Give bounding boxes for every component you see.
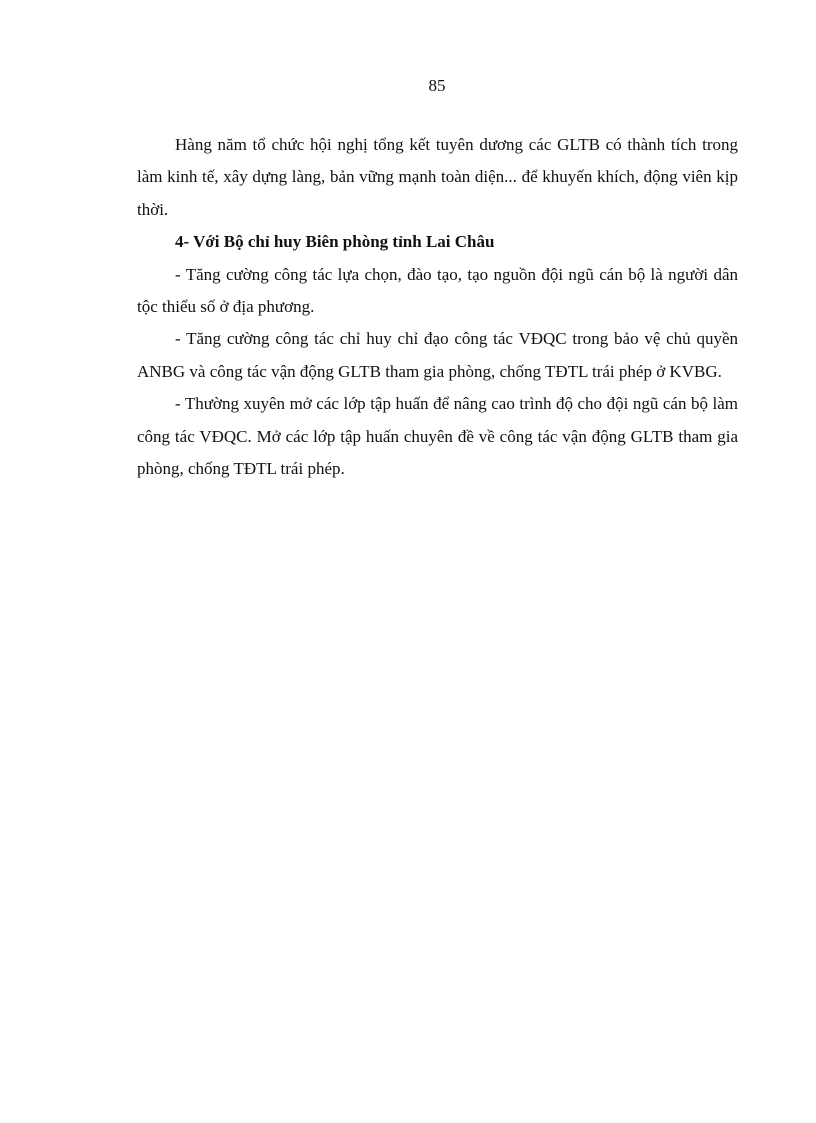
page-number: 85 [428, 76, 446, 95]
paragraph-intro: Hàng năm tổ chức hội nghị tổng kết tuyên dương các GLTB có thành tích trong làm kinh tế, xây dựng làng, bản vững mạnh toàn diện... để khuyến khích, động viên kịp thời. [137, 135, 738, 219]
bullet-paragraph-3: - Thường xuyên mở các lớp tập huấn để nâng cao trình độ cho đội ngũ cán bộ làm công tác VĐQC. Mở các lớp tập huấn chuyên đề về công tác vận động GLTB tham gia phòng, chống TĐTL trái phép. [137, 394, 738, 479]
section-heading: 4- Với Bộ chỉ huy Biên phòng tỉnh Lai Châu [175, 232, 495, 252]
bullet-paragraph-1: - Tăng cường công tác lựa chọn, đào tạo, tạo nguồn đội ngũ cán bộ là người dân tộc thiểu số ở địa phương. [137, 264, 738, 317]
document-body [137, 129, 738, 485]
bullet-paragraph-2: - Tăng cường công tác chỉ huy chỉ đạo công tác VĐQC trong bảo vệ chủ quyền ANBG và công tác vận động GLTB tham gia phòng, chống TĐTL trái phép ở KVBG. [137, 329, 738, 381]
